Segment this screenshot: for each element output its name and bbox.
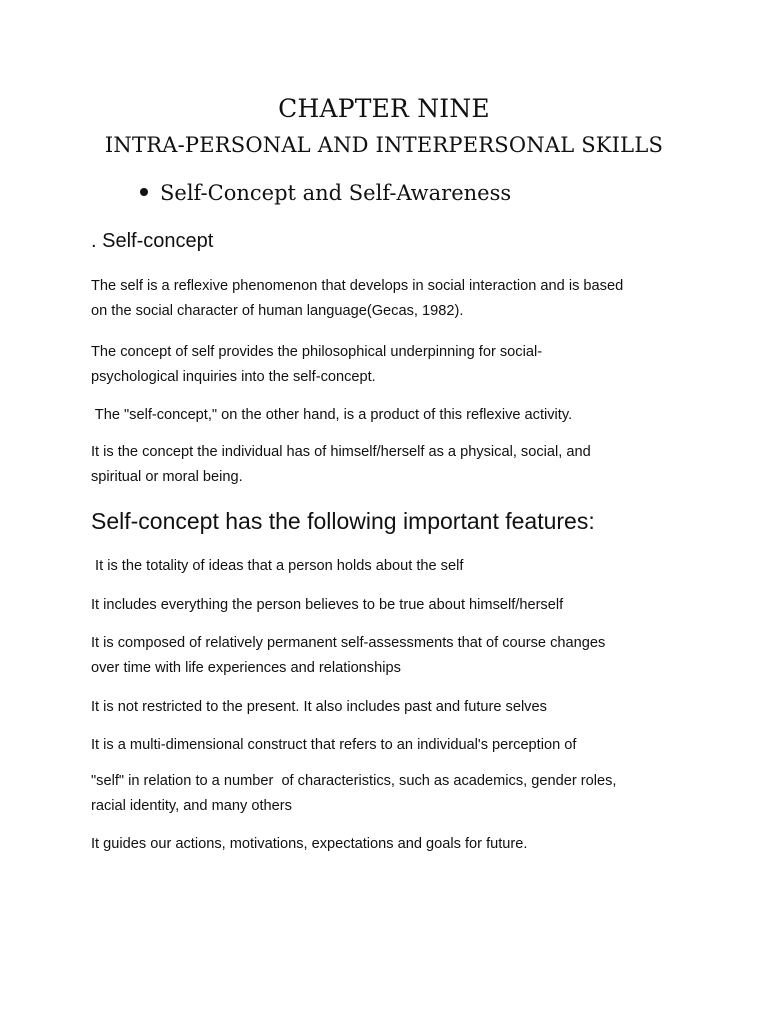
paragraph-line: spiritual or moral being. bbox=[91, 469, 243, 485]
feature-item-line: "self" in relation to a number of characteristics, such as academics, gender roles, bbox=[91, 773, 617, 789]
feature-item-line: It includes everything the person believes to be true about himself/herself bbox=[91, 597, 564, 613]
chapter-title: CHAPTER NINE bbox=[278, 94, 490, 123]
feature-item-line: It is the totality of ideas that a person holds about the self bbox=[91, 558, 464, 574]
paragraph-line: The concept of self provides the philosophical underpinning for social- bbox=[91, 344, 543, 360]
chapter-subtitle: INTRA-PERSONAL AND INTERPERSONAL SKILLS bbox=[104, 133, 664, 157]
paragraph-line: The "self-concept," on the other hand, is a product of this reflexive activity. bbox=[91, 407, 573, 423]
feature-item-line: It is not restricted to the present. It also includes past and future selves bbox=[91, 699, 547, 715]
feature-item-line: It is a multi-dimensional construct that refers to an individual's perception of bbox=[91, 737, 577, 753]
feature-item-line: It guides our actions, motivations, expectations and goals for future. bbox=[91, 836, 528, 852]
bullet-dot-icon bbox=[140, 188, 148, 196]
paragraph-line: on the social character of human language(Gecas, 1982). bbox=[91, 303, 464, 319]
paragraph-line: It is the concept the individual has of himself/herself as a physical, social, and bbox=[91, 444, 591, 460]
bullet-item-text: Self-Concept and Self-Awareness bbox=[160, 181, 512, 205]
feature-item-line: over time with life experiences and relationships bbox=[91, 660, 401, 676]
paragraph-line: psychological inquiries into the self-concept. bbox=[91, 369, 376, 385]
section-heading: . Self-concept bbox=[91, 230, 214, 252]
feature-item-line: It is composed of relatively permanent self-assessments that of course changes bbox=[91, 635, 606, 651]
feature-item-line: racial identity, and many others bbox=[91, 798, 292, 814]
features-heading: Self-concept has the following important features: bbox=[91, 508, 595, 534]
paragraph-line: The self is a reflexive phenomenon that develops in social interaction and is based bbox=[91, 278, 624, 294]
bullet-item bbox=[140, 181, 511, 205]
